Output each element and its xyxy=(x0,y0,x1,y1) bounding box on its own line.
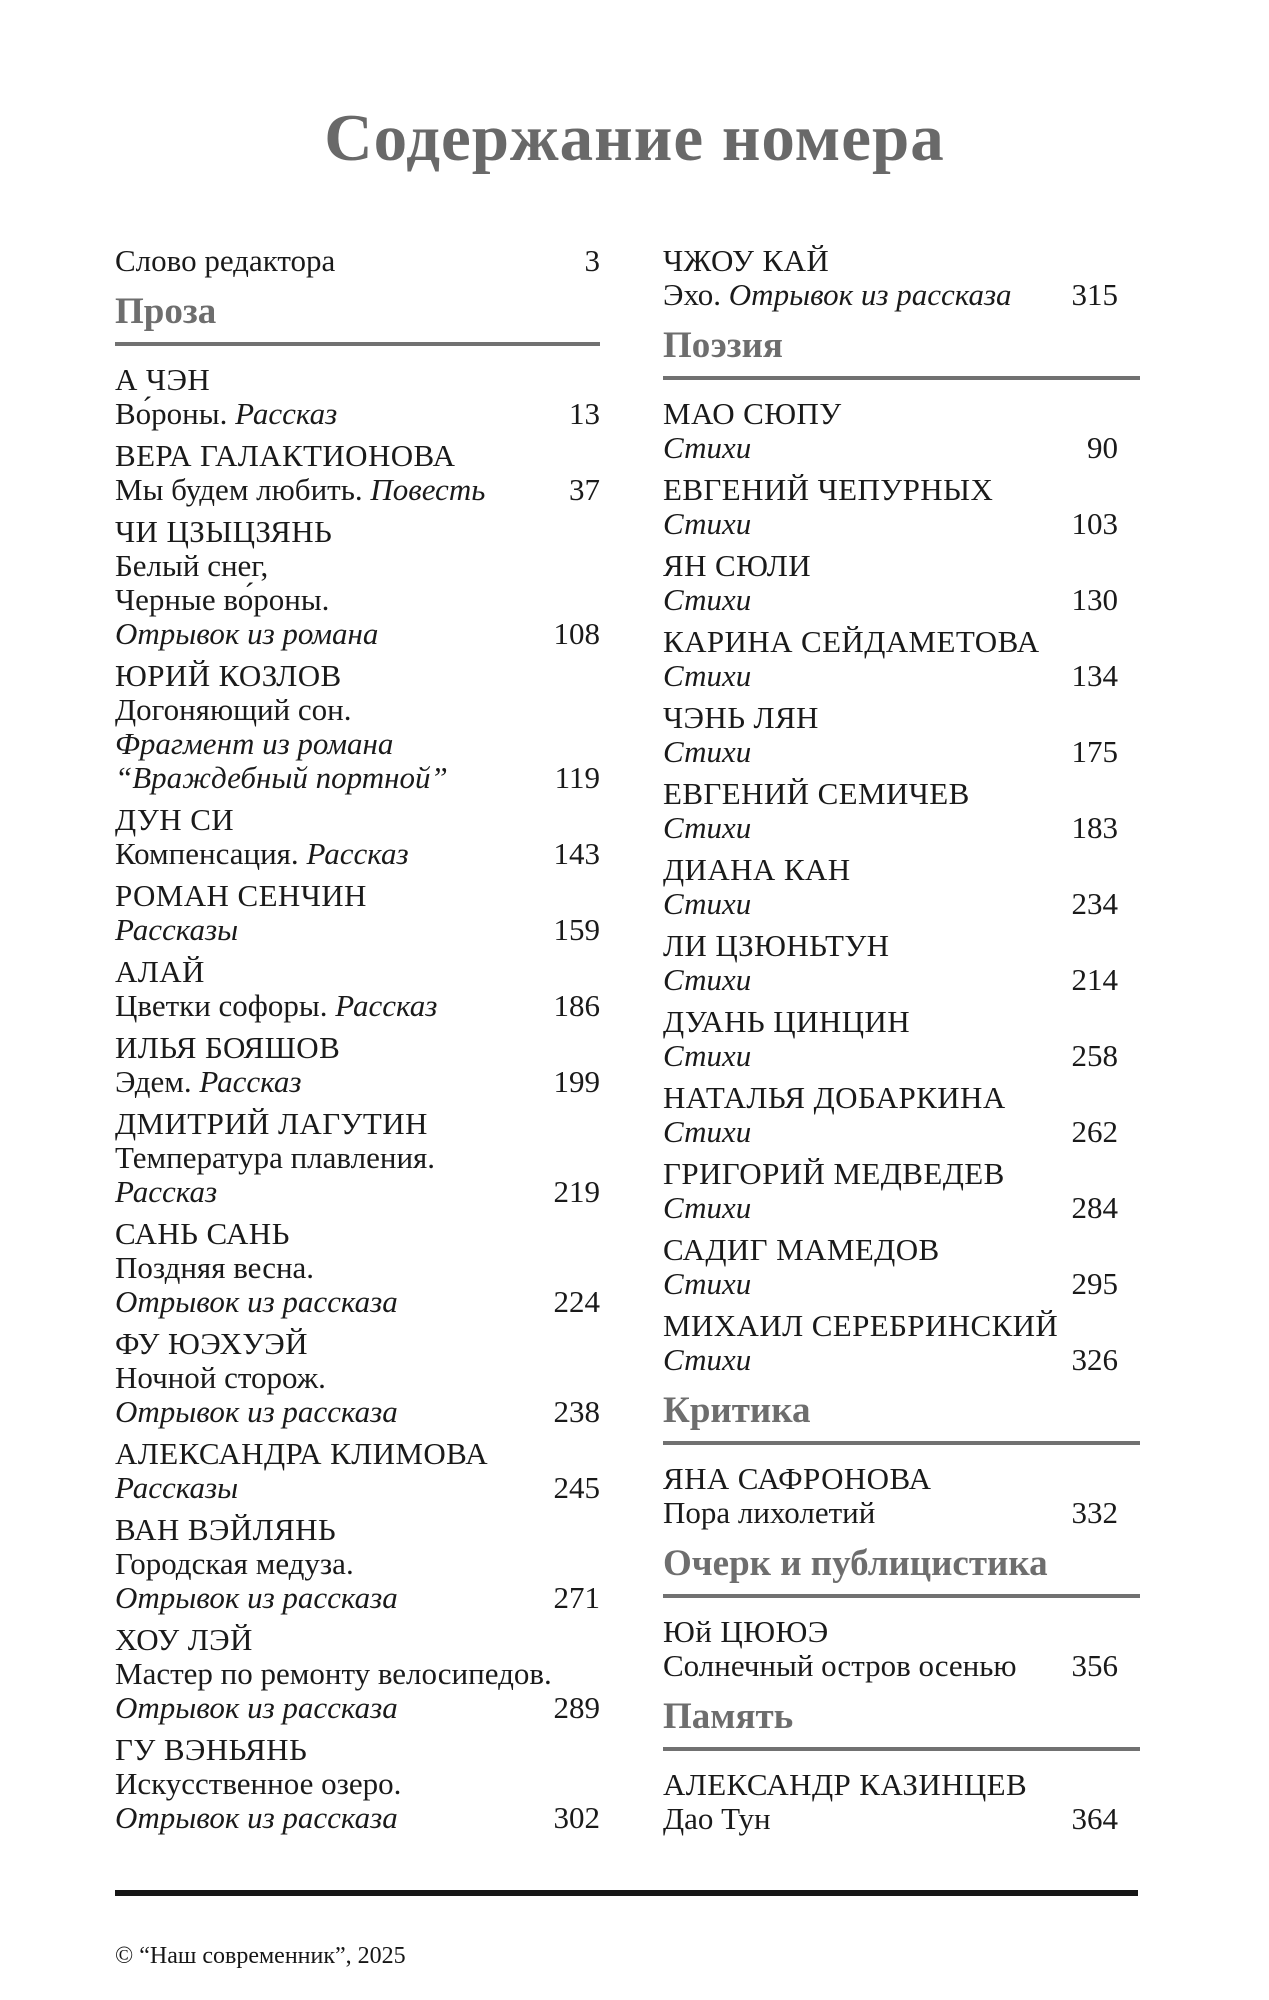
entry-title-segment: Стихи xyxy=(663,505,752,541)
entry-title xyxy=(115,1285,398,1319)
entry-title-segment: Стихи xyxy=(663,885,752,921)
entry-title-segment: Мы будем любить. xyxy=(115,471,371,507)
entry-title xyxy=(663,1649,1017,1683)
entry-title xyxy=(115,989,437,1023)
entry-author: ЧЭНЬ ЛЯН xyxy=(663,699,819,735)
toc-entry xyxy=(115,1733,600,1835)
page-number: 175 xyxy=(1071,733,1118,769)
entry-title xyxy=(663,1802,771,1836)
entry-author: ЯНА САФРОНОВА xyxy=(663,1460,932,1496)
section-label: Критика xyxy=(663,1389,811,1431)
entry-title-segment: Фрагмент из романа xyxy=(115,725,394,761)
entry-line xyxy=(115,1471,600,1505)
entry-title-segment: Отрывок из рассказа xyxy=(115,1689,398,1725)
footer-divider xyxy=(115,1890,1138,1896)
entry-title-segment: Рассказ xyxy=(199,1063,302,1099)
entry-title-segment: Отрывок из рассказа xyxy=(115,1579,398,1615)
page-number: 245 xyxy=(553,1469,600,1505)
entry-title-segment: Отрывок из рассказа xyxy=(728,276,1012,312)
page-number: 326 xyxy=(1071,1341,1118,1377)
page-number: 315 xyxy=(1071,276,1118,312)
page-number: 37 xyxy=(569,471,600,507)
entry-title xyxy=(115,548,268,583)
entry-title-segment: Догоняющий сон. xyxy=(115,691,352,727)
entry-title xyxy=(663,431,751,465)
entry-author: ЯН СЮЛИ xyxy=(663,547,812,583)
entry-title xyxy=(115,1691,398,1725)
entry-title-segment: Стихи xyxy=(663,1189,752,1225)
entry-author: АЛЕКСАНДР КАЗИНЦЕВ xyxy=(663,1766,1028,1802)
entry-title-segment: Стихи xyxy=(663,733,752,769)
entry-title-segment: Отрывок из рассказа xyxy=(115,1283,398,1319)
toc-entry xyxy=(663,1615,1140,1683)
entry-title xyxy=(663,278,1012,312)
section-label: Память xyxy=(663,1695,794,1737)
page-number: 186 xyxy=(553,987,600,1023)
page-number: 364 xyxy=(1071,1800,1118,1836)
entry-line xyxy=(115,583,600,617)
page-number: 258 xyxy=(1071,1037,1118,1073)
entry-author: МАО СЮПУ xyxy=(663,395,842,431)
entry-author: Юй ЦЮЮЭ xyxy=(663,1613,829,1649)
page-number: 234 xyxy=(1071,885,1118,921)
page-number: 143 xyxy=(553,835,600,871)
toc-entry xyxy=(115,1327,600,1429)
entry-title-segment: Стихи xyxy=(663,1037,752,1073)
entry-line xyxy=(115,473,600,507)
entry-line xyxy=(115,549,600,583)
entry-title-segment: Стихи xyxy=(663,429,752,465)
section-header xyxy=(115,291,600,346)
toc-entry xyxy=(115,1107,600,1209)
entry-line xyxy=(115,1581,600,1615)
entry-line xyxy=(663,811,1140,845)
entry-author: АЛАЙ xyxy=(115,953,205,989)
entry-title-segment: Солнечный остров осенью xyxy=(663,1647,1017,1683)
entry-title-segment: Рассказ xyxy=(335,987,438,1023)
section-header xyxy=(663,325,1140,380)
entry-title xyxy=(115,473,485,507)
toc-entry xyxy=(663,929,1140,997)
toc-entry xyxy=(663,701,1140,769)
page-number: 284 xyxy=(1071,1189,1118,1225)
entry-title-segment: Рассказ xyxy=(115,1173,218,1209)
entry-author: ИЛЬЯ БОЯШОВ xyxy=(115,1029,341,1065)
entry-author: ВАН ВЭЙЛЯНЬ xyxy=(115,1511,337,1547)
entry-title xyxy=(115,1360,326,1395)
entry-title xyxy=(115,244,335,278)
page-number: 90 xyxy=(1087,429,1118,465)
entry-line xyxy=(115,1065,600,1099)
entry-title-segment: Стихи xyxy=(663,581,752,617)
toc-entry xyxy=(663,473,1140,541)
entry-title xyxy=(663,1115,751,1149)
entry-title xyxy=(663,735,751,769)
page-number: 224 xyxy=(553,1283,600,1319)
entry-title-segment: Эхо. xyxy=(663,276,729,312)
entry-line xyxy=(115,1657,600,1691)
section-header xyxy=(663,1696,1140,1751)
entry-author: ЧИ ЦЗЫЦЗЯНЬ xyxy=(115,513,333,549)
page-number: 295 xyxy=(1071,1265,1118,1301)
entry-title xyxy=(663,963,751,997)
entry-title-segment: Отрывок из рассказа xyxy=(115,1799,398,1835)
page-number: 199 xyxy=(553,1063,600,1099)
entry-author: САДИГ МАМЕДОВ xyxy=(663,1231,940,1267)
toc-entry xyxy=(115,439,600,507)
entry-title-segment: Эдем. xyxy=(115,1063,200,1099)
entry-author: ЕВГЕНИЙ СЕМИЧЕВ xyxy=(663,775,970,811)
copyright-line: © “Наш современник”, 2025 xyxy=(115,1943,406,1969)
entry-line xyxy=(115,1801,600,1835)
page-number: 134 xyxy=(1071,657,1118,693)
entry-author: ГУ ВЭНЬЯНЬ xyxy=(115,1731,308,1767)
entry-author: ДУАНЬ ЦИНЦИН xyxy=(663,1003,911,1039)
entry-title-segment: Во́роны. xyxy=(115,395,236,431)
entry-author: ВЕРА ГАЛАКТИОНОВА xyxy=(115,437,456,473)
entry-title xyxy=(663,659,751,693)
entry-line xyxy=(115,837,600,871)
page-number: 302 xyxy=(553,1799,600,1835)
entry-title xyxy=(663,1191,751,1225)
page-number: 3 xyxy=(584,242,600,278)
entry-title xyxy=(663,1496,875,1530)
entry-title-segment: Температура плавления. xyxy=(115,1139,436,1175)
entry-title-segment: Рассказы xyxy=(115,1469,239,1505)
entry-title-segment: Рассказы xyxy=(115,911,239,947)
entry-title-segment: Рассказ xyxy=(306,835,409,871)
toc-entry xyxy=(115,1031,600,1099)
entry-author: ДИАНА КАН xyxy=(663,851,851,887)
entry-title xyxy=(115,1395,398,1429)
entry-title-segment: Искусственное озеро. xyxy=(115,1765,402,1801)
toc-entry xyxy=(663,1233,1140,1301)
entry-author: НАТАЛЬЯ ДОБАРКИНА xyxy=(663,1079,1006,1115)
entry-line xyxy=(663,1115,1140,1149)
entry-title-segment: Стихи xyxy=(663,809,752,845)
entry-line xyxy=(663,659,1140,693)
entry-line xyxy=(115,1251,600,1285)
entry-line xyxy=(663,1649,1140,1683)
toc-entry xyxy=(663,1005,1140,1073)
page-number: 13 xyxy=(569,395,600,431)
entry-author: РОМАН СЕНЧИН xyxy=(115,877,367,913)
toc-entry xyxy=(663,397,1140,465)
entry-title xyxy=(115,1546,354,1581)
entry-line xyxy=(663,1802,1140,1836)
entry-title xyxy=(115,1801,398,1835)
entry-title-segment: Стихи xyxy=(663,961,752,997)
entry-title xyxy=(115,582,329,617)
entry-title-segment: Стихи xyxy=(663,1113,752,1149)
entry-line xyxy=(115,1285,600,1319)
entry-line xyxy=(115,244,600,278)
entry-title xyxy=(663,507,751,541)
entry-line xyxy=(115,1141,600,1175)
entry-title xyxy=(115,692,352,727)
entry-title xyxy=(115,1175,217,1209)
entry-line xyxy=(663,735,1140,769)
page-number: 271 xyxy=(553,1579,600,1615)
entry-title xyxy=(115,1656,552,1691)
toc-column-left xyxy=(115,244,600,1844)
entry-author: КАРИНА СЕЙДАМЕТОВА xyxy=(663,623,1040,659)
toc-entry xyxy=(663,1309,1140,1377)
entry-title-segment: Цветки софоры. xyxy=(115,987,336,1023)
section-header xyxy=(663,1390,1140,1445)
entry-line xyxy=(115,727,600,761)
toc-entry xyxy=(663,625,1140,693)
entry-author: ХОУ ЛЭЙ xyxy=(115,1621,253,1657)
entry-line xyxy=(663,1267,1140,1301)
entry-title xyxy=(115,726,393,761)
entry-title-segment: Стихи xyxy=(663,1341,752,1377)
section-label: Очерк и публицистика xyxy=(663,1542,1048,1584)
entry-title-segment: Отрывок из рассказа xyxy=(115,1393,398,1429)
page-number: 214 xyxy=(1071,961,1118,997)
entry-title-segment: Стихи xyxy=(663,1265,752,1301)
entry-line xyxy=(115,397,600,431)
entry-title xyxy=(115,1471,238,1505)
page-number: 183 xyxy=(1071,809,1118,845)
entry-line xyxy=(663,431,1140,465)
entry-author: А ЧЭН xyxy=(115,361,211,397)
entry-title xyxy=(663,811,751,845)
entry-title-segment: Мастер по ремонту велосипедов. xyxy=(115,1655,552,1691)
entry-title xyxy=(115,837,409,871)
entry-line xyxy=(115,617,600,651)
entry-title-segment: Слово редактора xyxy=(115,242,336,278)
page-number: 289 xyxy=(553,1689,600,1725)
toc-entry xyxy=(663,1081,1140,1149)
entry-author: АЛЕКСАНДРА КЛИМОВА xyxy=(115,1435,489,1471)
entry-title xyxy=(115,1140,435,1175)
entry-title-segment: Стихи xyxy=(663,657,752,693)
entry-line xyxy=(663,887,1140,921)
toc-columns xyxy=(115,244,1269,1844)
page-number: 219 xyxy=(553,1173,600,1209)
toc-entry xyxy=(115,1623,600,1725)
entry-title-segment: Рассказ xyxy=(235,395,338,431)
toc-entry xyxy=(663,244,1140,312)
entry-title-segment: Поздняя весна. xyxy=(115,1249,315,1285)
entry-title xyxy=(115,617,378,651)
page-number: 332 xyxy=(1071,1494,1118,1530)
entry-author: ЛИ ЦЗЮНЬТУН xyxy=(663,927,890,963)
toc-entry xyxy=(115,659,600,795)
entry-line xyxy=(663,1496,1140,1530)
entry-author: ДУН СИ xyxy=(115,801,235,837)
section-header xyxy=(663,1543,1140,1598)
toc-entry xyxy=(663,853,1140,921)
toc-entry xyxy=(663,777,1140,845)
section-label: Поэзия xyxy=(663,324,783,366)
page-number: 356 xyxy=(1071,1647,1118,1683)
entry-line xyxy=(663,1191,1140,1225)
entry-title-segment: Черные во́роны. xyxy=(115,581,330,617)
toc-entry xyxy=(115,1437,600,1505)
toc-entry xyxy=(663,1462,1140,1530)
entry-title xyxy=(115,1581,398,1615)
entry-line xyxy=(115,1175,600,1209)
entry-title xyxy=(663,887,751,921)
entry-title xyxy=(663,1267,751,1301)
entry-author: ФУ ЮЭХУЭЙ xyxy=(115,1325,308,1361)
entry-title xyxy=(115,913,238,947)
entry-author: ЮРИЙ КОЗЛОВ xyxy=(115,657,342,693)
entry-title-segment: Дао Тун xyxy=(663,1800,771,1836)
entry-title xyxy=(115,1250,314,1285)
toc-entry xyxy=(115,1513,600,1615)
page-number: 108 xyxy=(553,615,600,651)
toc-entry xyxy=(663,1157,1140,1225)
entry-title-segment: Белый снег, xyxy=(115,547,269,583)
page-number: 159 xyxy=(553,911,600,947)
entry-line xyxy=(115,1547,600,1581)
entry-line xyxy=(663,1039,1140,1073)
toc-column-right xyxy=(663,244,1140,1844)
toc-entry xyxy=(115,363,600,431)
toc-entry xyxy=(663,1768,1140,1836)
entry-title-segment: Пора лихолетий xyxy=(663,1494,876,1530)
entry-line xyxy=(115,693,600,727)
page-number: 238 xyxy=(553,1393,600,1429)
section-label: Проза xyxy=(115,290,217,332)
entry-title-segment: Повесть xyxy=(370,471,486,507)
entry-title-segment: Городская медуза. xyxy=(115,1545,354,1581)
toc-entry xyxy=(115,515,600,651)
entry-author: ГРИГОРИЙ МЕДВЕДЕВ xyxy=(663,1155,1005,1191)
entry-line xyxy=(663,507,1140,541)
toc-entry xyxy=(115,803,600,871)
entry-author: МИХАИЛ СЕРЕБРИНСКИЙ xyxy=(663,1307,1059,1343)
page-title: Содержание номера xyxy=(324,101,945,175)
page-number: 119 xyxy=(554,759,600,795)
entry-line xyxy=(663,963,1140,997)
page-number: 103 xyxy=(1071,505,1118,541)
entry-author: ДМИТРИЙ ЛАГУТИН xyxy=(115,1105,428,1141)
entry-title xyxy=(663,1343,751,1377)
entry-title xyxy=(663,583,751,617)
toc-entry xyxy=(115,955,600,1023)
entry-line xyxy=(115,1395,600,1429)
toc-entry xyxy=(115,244,600,278)
entry-line xyxy=(115,989,600,1023)
entry-line xyxy=(663,278,1140,312)
entry-line xyxy=(115,1361,600,1395)
entry-title xyxy=(663,1039,751,1073)
page-number: 130 xyxy=(1071,581,1118,617)
entry-line xyxy=(663,583,1140,617)
toc-entry xyxy=(663,549,1140,617)
entry-title xyxy=(115,1065,301,1099)
entry-line xyxy=(663,1343,1140,1377)
entry-author: ЧЖОУ КАЙ xyxy=(663,242,830,278)
entry-line xyxy=(115,761,600,795)
entry-title xyxy=(115,1766,401,1801)
entry-title-segment: Отрывок из романа xyxy=(115,615,379,651)
entry-title xyxy=(115,397,337,431)
entry-title-segment: Ночной сторож. xyxy=(115,1359,326,1395)
entry-title-segment: Компенсация. xyxy=(115,835,307,871)
entry-line xyxy=(115,913,600,947)
entry-line xyxy=(115,1767,600,1801)
entry-author: САНЬ САНЬ xyxy=(115,1215,290,1251)
toc-entry xyxy=(115,1217,600,1319)
toc-entry xyxy=(115,879,600,947)
entry-author: ЕВГЕНИЙ ЧЕПУРНЫХ xyxy=(663,471,994,507)
entry-title-segment: “Враждебный портной” xyxy=(115,759,448,795)
entry-title xyxy=(115,761,448,795)
page-number: 262 xyxy=(1071,1113,1118,1149)
entry-line xyxy=(115,1691,600,1725)
